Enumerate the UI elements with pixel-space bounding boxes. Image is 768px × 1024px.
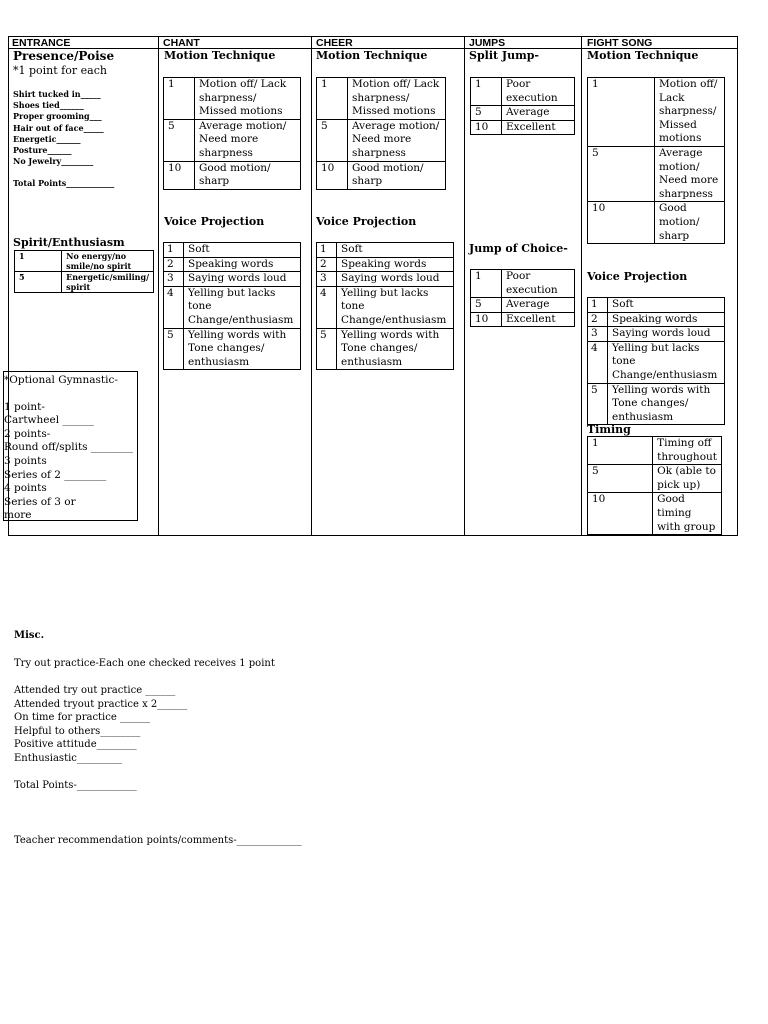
table-row: 3 Saying words loud — [588, 327, 725, 342]
split-jump-table — [470, 77, 575, 135]
gym-line: 3 points — [4, 454, 47, 467]
table-row: 4 Yelling but lacks tone Change/enthusiasm — [164, 286, 301, 328]
column-divider — [464, 36, 465, 536]
table-row: 3 Saying words loud — [317, 272, 454, 287]
gym-line: 1 point- — [4, 400, 45, 413]
total-points: Total Points____________ — [13, 178, 115, 189]
table-row: 5 Average motion/ Need more sharpness — [588, 146, 725, 201]
table-row: 5 Average — [471, 298, 575, 313]
header-cheer: CHEER — [316, 37, 353, 49]
header-jumps: JUMPS — [469, 37, 506, 49]
table-row: 1 Motion off/ Lack sharpness/ Missed motions — [588, 78, 725, 147]
gym-line: 4 points — [4, 482, 47, 495]
misc-item: Helpful to others________ — [14, 725, 141, 737]
cheer-voice-table — [316, 242, 454, 370]
chant-motion-table — [163, 77, 301, 190]
table-row: 5 Average — [471, 106, 575, 121]
fight-voice-title: Voice Projection — [587, 270, 688, 283]
checklist-item: Posture______ — [13, 145, 72, 156]
table-row: 5 Energetic/smiling/ spirit — [15, 272, 154, 293]
jump-of-choice-title: Jump of Choice- — [469, 242, 568, 255]
spirit-title: Spirit/Enthusiasm — [13, 236, 125, 249]
table-row: 5 Average motion/ Need more sharpness — [164, 119, 301, 161]
split-jump-title: Split Jump- — [469, 49, 540, 62]
jump-of-choice-table — [470, 269, 575, 327]
fight-motion-title: Motion Technique — [587, 49, 699, 62]
table-row: 1 Motion off/ Lack sharpness/ Missed motions — [164, 78, 301, 120]
gym-line: Cartwheel ______ — [4, 414, 94, 427]
table-row: 2 Speaking words — [317, 257, 454, 272]
presence-checklist — [13, 89, 114, 190]
timing-table — [587, 436, 722, 535]
table-row: 4 Yelling but lacks tone Change/enthusiasm — [317, 286, 454, 328]
point-each-note: *1 point for each — [13, 64, 107, 77]
table-row: 10 Good motion/ sharp — [164, 161, 301, 189]
table-row: 10 Good timing with group — [588, 493, 722, 535]
chant-voice-table — [163, 242, 301, 370]
checklist-item: Shirt tucked in_____ — [13, 89, 101, 99]
table-row: 1 Motion off/ Lack sharpness/ Missed motions — [317, 78, 446, 120]
misc-item: On time for practice ______ — [14, 712, 150, 724]
misc-title: Misc. — [14, 630, 45, 641]
table-row: 5 Yelling words with Tone changes/ enthusiasm — [164, 328, 301, 370]
misc-item: Attended tryout practice x 2______ — [14, 698, 188, 710]
checklist-item: Hair out of face_____ — [13, 122, 104, 133]
spirit-table — [14, 250, 154, 293]
misc-checklist — [14, 684, 187, 766]
misc-item: Enthusiastic_________ — [14, 752, 122, 764]
header-entrance: ENTRANCE — [12, 37, 71, 49]
checklist-item: No Jewelry________ — [13, 156, 94, 167]
column-divider — [311, 36, 312, 536]
chant-motion-title: Motion Technique — [164, 49, 276, 62]
checklist-item: Energetic______ — [13, 133, 81, 144]
column-divider — [581, 36, 582, 536]
timing-title: Timing — [587, 423, 631, 436]
table-row: 10 Good motion/ sharp — [317, 161, 446, 189]
table-row: 4 Yelling but lacks tone Change/enthusiasm — [588, 341, 725, 383]
table-row: 1 Timing off throughout — [588, 437, 722, 465]
cheer-voice-title: Voice Projection — [316, 215, 417, 228]
table-row: 2 Speaking words — [164, 257, 301, 272]
checklist-item: Shoes tied______ — [13, 100, 84, 111]
table-row: 1 Poor execution — [471, 78, 575, 106]
table-row: 1 Soft — [164, 243, 301, 258]
presence-title: Presence/Poise — [13, 49, 115, 63]
table-row: 10 Good motion/ sharp — [588, 202, 725, 244]
misc-item: Attended try out practice ______ — [14, 685, 176, 696]
column-divider — [158, 36, 159, 536]
table-row: 5 Ok (able to pick up) — [588, 465, 722, 493]
misc-total-points: Total Points-____________ — [14, 780, 137, 791]
header-fight-song: FIGHT SONG — [587, 37, 653, 49]
gym-line: 2 points- — [4, 427, 51, 440]
chant-voice-title: Voice Projection — [164, 215, 265, 228]
gym-line: Round off/splits ________ — [4, 441, 133, 454]
table-row: 1 Soft — [588, 298, 725, 313]
table-row: 10 Excellent — [471, 120, 575, 135]
table-row: 5 Yelling words with Tone changes/ enthusiasm — [588, 383, 725, 425]
misc-item: Positive attitude________ — [14, 739, 137, 751]
gym-line: Series of 3 or more______ — [4, 495, 76, 522]
fight-motion-table — [587, 77, 725, 244]
table-row: 5 Average motion/ Need more sharpness — [317, 119, 446, 161]
optional-gymnastic-box — [3, 371, 138, 521]
table-row: 10 Excellent — [471, 312, 575, 327]
teacher-recommendation: Teacher recommendation points/comments-_____________ — [14, 835, 302, 846]
gym-line: Series of 2 ________ — [4, 468, 107, 481]
table-row: 1 Soft — [317, 243, 454, 258]
fight-voice-table — [587, 297, 725, 425]
gym-title: *Optional Gymnastic- — [4, 374, 118, 386]
cheer-motion-table — [316, 77, 446, 190]
table-row: 1 Poor execution — [471, 270, 575, 298]
checklist-item: Proper grooming___ — [13, 111, 102, 122]
header-chant: CHANT — [163, 37, 200, 49]
table-row: 2 Speaking words — [588, 312, 725, 327]
table-row: 5 Yelling words with Tone changes/ enthusiasm — [317, 328, 454, 370]
table-row: 1 No energy/no smile/no spirit — [15, 251, 154, 272]
misc-intro: Try out practice-Each one checked receives 1 point — [14, 658, 275, 669]
table-row: 3 Saying words loud — [164, 272, 301, 287]
cheer-motion-title: Motion Technique — [316, 49, 428, 62]
